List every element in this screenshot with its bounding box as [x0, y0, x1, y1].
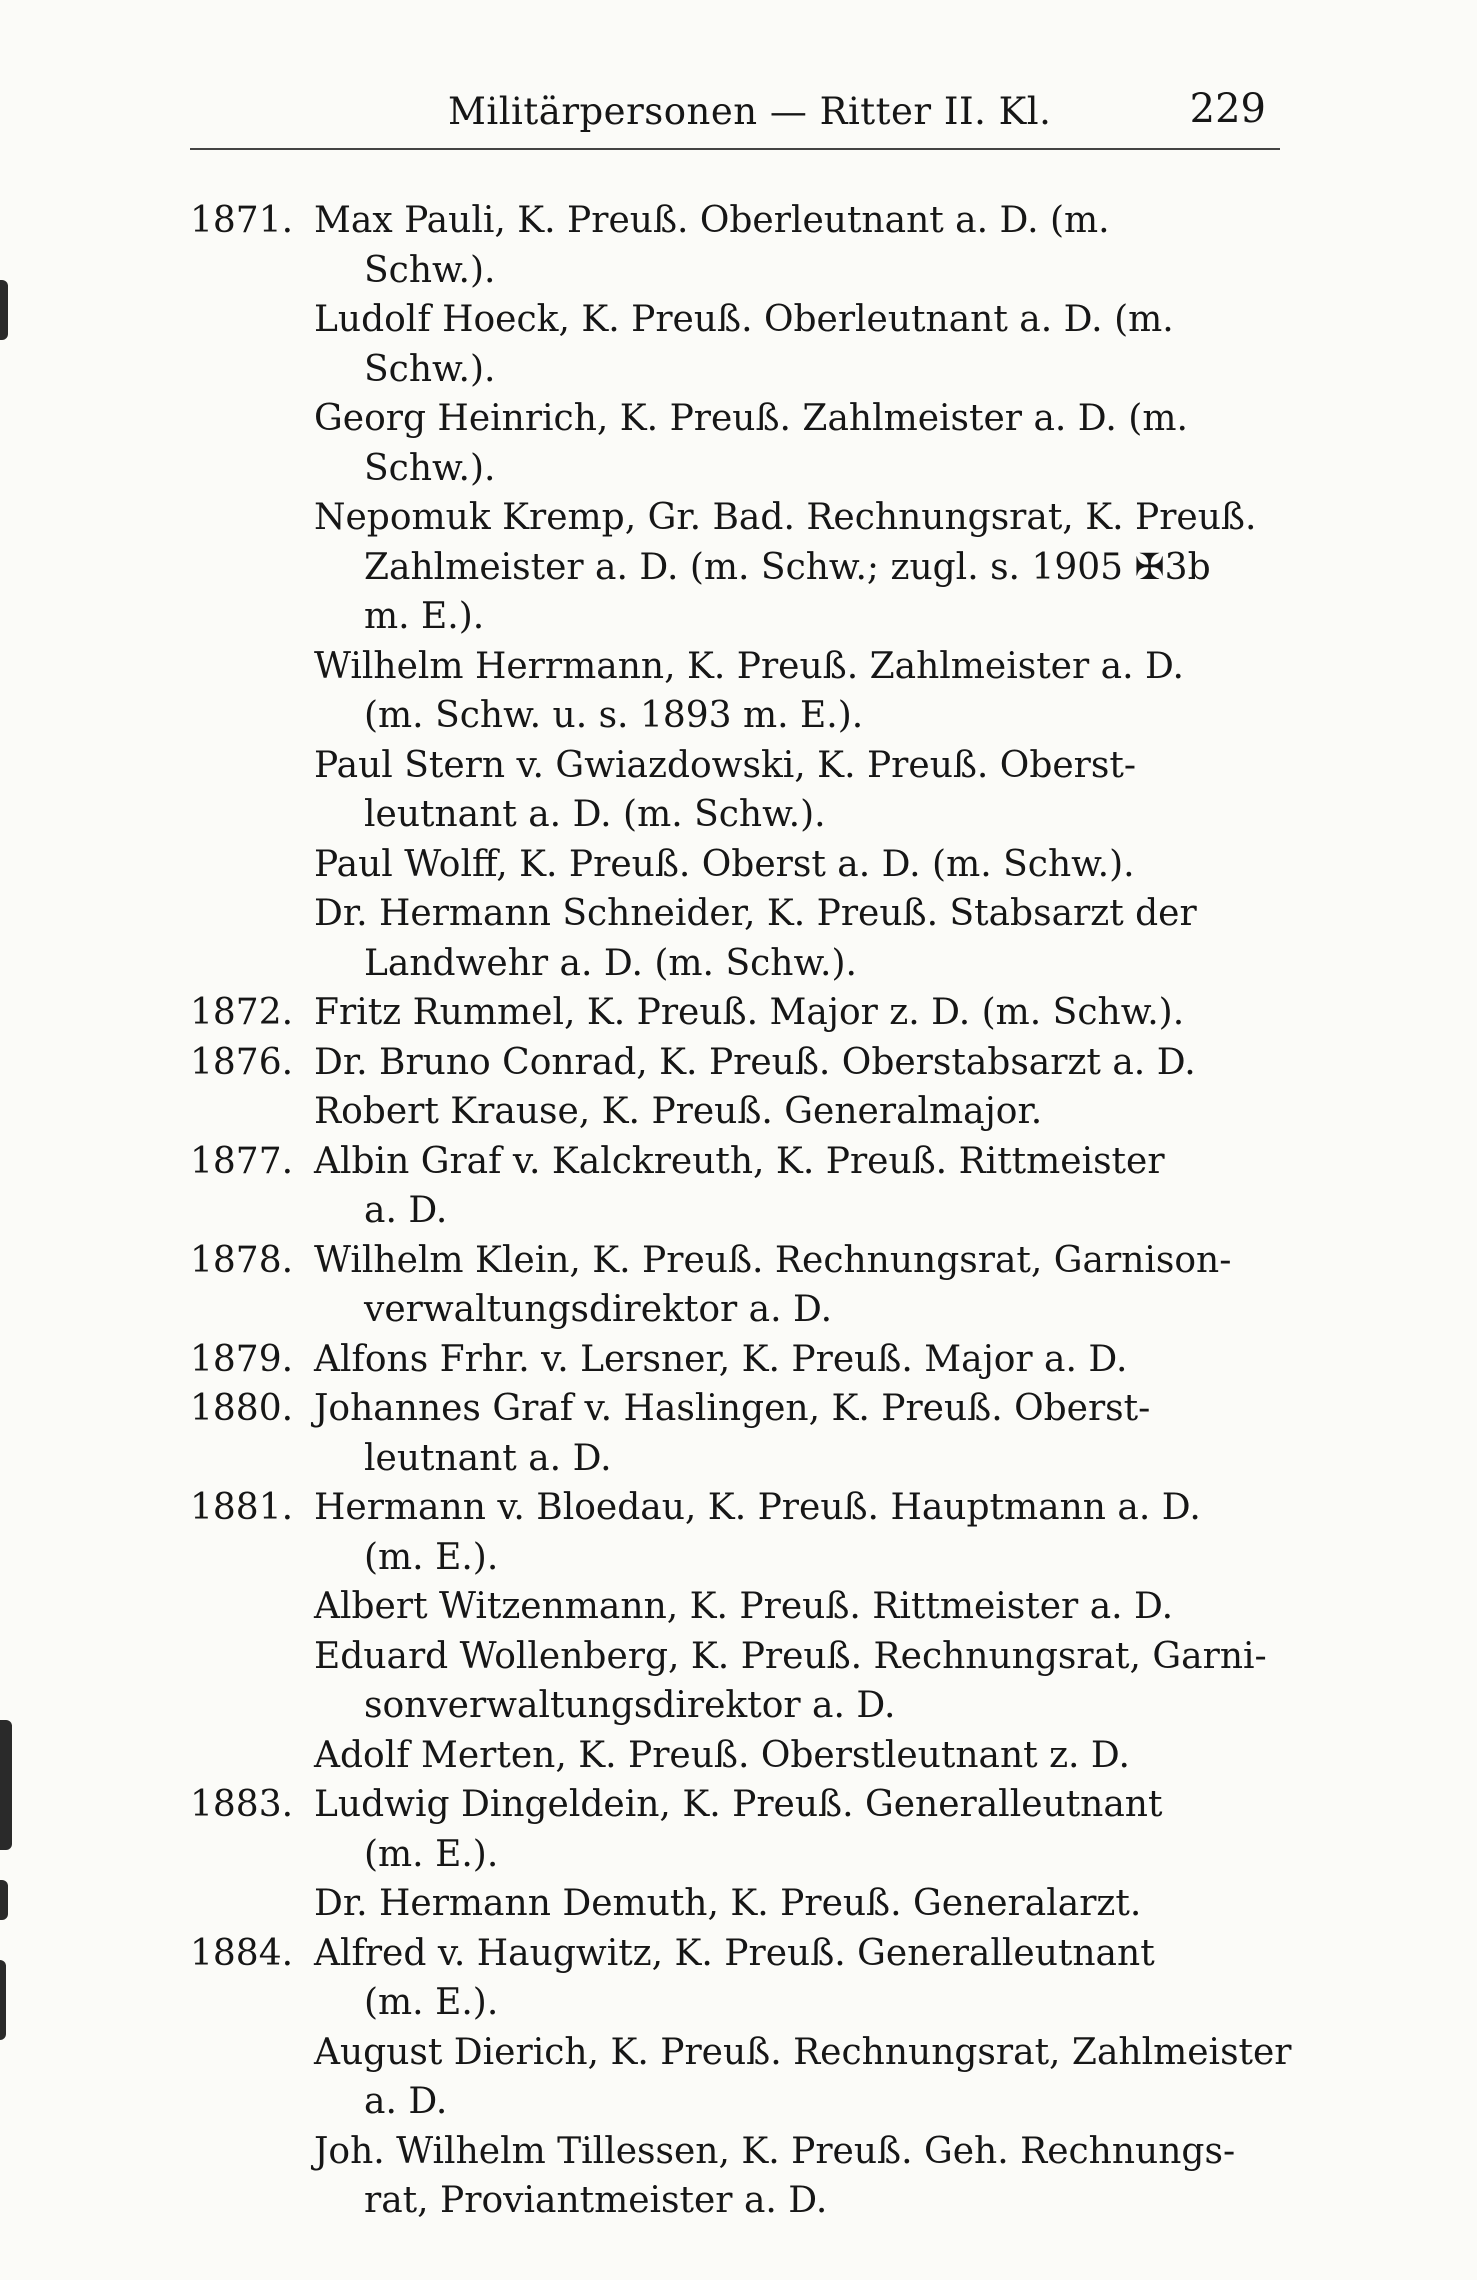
- entry-text: Alfons Frhr. v. Lersner, K. Preuß. Major a. D.: [314, 1338, 1128, 1380]
- list-item: [190, 1632, 1290, 1731]
- list-item: [190, 493, 1290, 642]
- list-item: [190, 840, 1290, 890]
- list-item: [190, 2127, 1290, 2226]
- entry-continuation: m. E.).: [364, 596, 485, 637]
- entry-year: 1883.: [190, 1784, 294, 1825]
- page-number: 229: [1189, 86, 1266, 132]
- list-item: [190, 1384, 1290, 1483]
- entry-continuation: Schw.).: [364, 249, 496, 291]
- list-item: [190, 295, 1290, 394]
- entry-text: Nepomuk Kremp, Gr. Bad. Rechnungsrat, K. Preuß.: [314, 497, 1257, 538]
- list-item: [190, 1731, 1290, 1781]
- page-edge-scan-marks: [0, 0, 16, 2280]
- entry-text: Adolf Merten, K. Preuß. Oberstleutnant z. D.: [314, 1734, 1130, 1776]
- entry-year: 1876.: [190, 1041, 294, 1083]
- edge-mark: [0, 1720, 12, 1850]
- entry-year: 1880.: [190, 1388, 294, 1429]
- list-item: [190, 196, 1290, 295]
- entry-text: Dr. Hermann Schneider, K. Preuß. Stabsarzt der: [314, 893, 1197, 934]
- entry-continuation: Schw.).: [364, 348, 496, 390]
- entry-continuation: rat, Proviantmeister a. D.: [364, 2180, 828, 2221]
- entry-continuation: verwaltungsdirektor a. D.: [364, 1289, 833, 1330]
- entry-text: Hermann v. Bloedau, K. Preuß. Hauptmann a. D.: [314, 1487, 1201, 1528]
- list-item: [190, 1335, 1290, 1385]
- entry-continuation: (m. E.).: [364, 1982, 499, 2023]
- entry-year: 1881.: [190, 1487, 294, 1528]
- entry-text: Johannes Graf v. Haslingen, K. Preuß. Oberst-: [314, 1388, 1151, 1429]
- list-item: [190, 1236, 1290, 1335]
- entry-continuation: (m. E.).: [364, 1833, 499, 1875]
- entry-year: 1884.: [190, 1932, 294, 1974]
- entry-text: Eduard Wollenberg, K. Preuß. Rechnungsrat, Garni-: [314, 1635, 1267, 1677]
- entry-text: Paul Stern v. Gwiazdowski, K. Preuß. Oberst-: [314, 744, 1136, 786]
- edge-mark: [0, 1960, 6, 2040]
- entry-text: Albert Witzenmann, K. Preuß. Rittmeister a. D.: [314, 1586, 1174, 1627]
- entry-text: Joh. Wilhelm Tillessen, K. Preuß. Geh. Rechnungs-: [314, 2130, 1236, 2172]
- entry-continuation: a. D.: [364, 1190, 448, 1231]
- list-item: [190, 2028, 1290, 2127]
- list-item: [190, 988, 1290, 1038]
- entry-year: 1872.: [190, 992, 294, 1033]
- entry-continuation: a. D.: [364, 2081, 448, 2122]
- entry-text: Robert Krause, K. Preuß. Generalmajor.: [314, 1091, 1043, 1132]
- entry-continuation: leutnant a. D. (m. Schw.).: [364, 794, 826, 835]
- entry-year: 1871.: [190, 200, 294, 241]
- list-item: [190, 1137, 1290, 1236]
- page-header: [190, 82, 1280, 150]
- entry-text: Fritz Rummel, K. Preuß. Major z. D. (m. Schw.).: [314, 992, 1185, 1033]
- list-item: [190, 1087, 1290, 1137]
- entry-continuation: Landwehr a. D. (m. Schw.).: [364, 942, 857, 984]
- list-item: [190, 1038, 1290, 1088]
- entry-text: Wilhelm Klein, K. Preuß. Rechnungsrat, Garnison-: [314, 1239, 1232, 1281]
- list-item: [190, 1879, 1290, 1929]
- list-item: [190, 642, 1290, 741]
- list-item: [190, 394, 1290, 493]
- entry-text: Max Pauli, K. Preuß. Oberleutnant a. D. (m.: [314, 200, 1110, 241]
- entry-text: Ludolf Hoeck, K. Preuß. Oberleutnant a. D. (m.: [314, 299, 1174, 340]
- list-item: [190, 1483, 1290, 1582]
- entry-text: Dr. Bruno Conrad, K. Preuß. Oberstabsarzt a. D.: [314, 1041, 1196, 1083]
- entry-continuation: (m. E.).: [364, 1536, 499, 1578]
- entry-continuation: sonverwaltungsdirektor a. D.: [364, 1685, 896, 1726]
- edge-mark: [0, 280, 8, 340]
- entry-text: Paul Wolff, K. Preuß. Oberst a. D. (m. Schw.).: [314, 843, 1135, 885]
- entry-text: Georg Heinrich, K. Preuß. Zahlmeister a. D. (m.: [314, 398, 1188, 439]
- entry-year: 1879.: [190, 1338, 294, 1380]
- edge-mark: [0, 1880, 8, 1920]
- entry-text: August Dierich, K. Preuß. Rechnungsrat, Zahlmeister: [314, 2031, 1292, 2073]
- list-item: [190, 1582, 1290, 1632]
- entry-text: Albin Graf v. Kalckreuth, K. Preuß. Rittmeister: [314, 1140, 1165, 1182]
- list-item: [190, 889, 1290, 988]
- entry-continuation: Zahlmeister a. D. (m. Schw.; zugl. s. 1905 ✠3b: [364, 546, 1211, 588]
- entry-continuation: Schw.).: [364, 447, 496, 489]
- list-item: [190, 1780, 1290, 1879]
- list-item: [190, 1929, 1290, 2028]
- entry-text: Ludwig Dingeldein, K. Preuß. Generalleutnant: [314, 1784, 1163, 1825]
- entry-continuation: (m. Schw. u. s. 1893 m. E.).: [364, 695, 864, 736]
- entry-text: Dr. Hermann Demuth, K. Preuß. Generalarzt.: [314, 1883, 1142, 1924]
- running-title: Militärpersonen — Ritter II. Kl.: [448, 90, 1052, 133]
- entry-continuation: leutnant a. D.: [364, 1437, 612, 1479]
- entry-text: Alfred v. Haugwitz, K. Preuß. Generalleutnant: [314, 1932, 1155, 1974]
- entry-text: Wilhelm Herrmann, K. Preuß. Zahlmeister a. D.: [314, 645, 1184, 687]
- entry-list: [190, 196, 1290, 2226]
- list-item: [190, 741, 1290, 840]
- entry-year: 1878.: [190, 1239, 294, 1281]
- entry-year: 1877.: [190, 1140, 294, 1182]
